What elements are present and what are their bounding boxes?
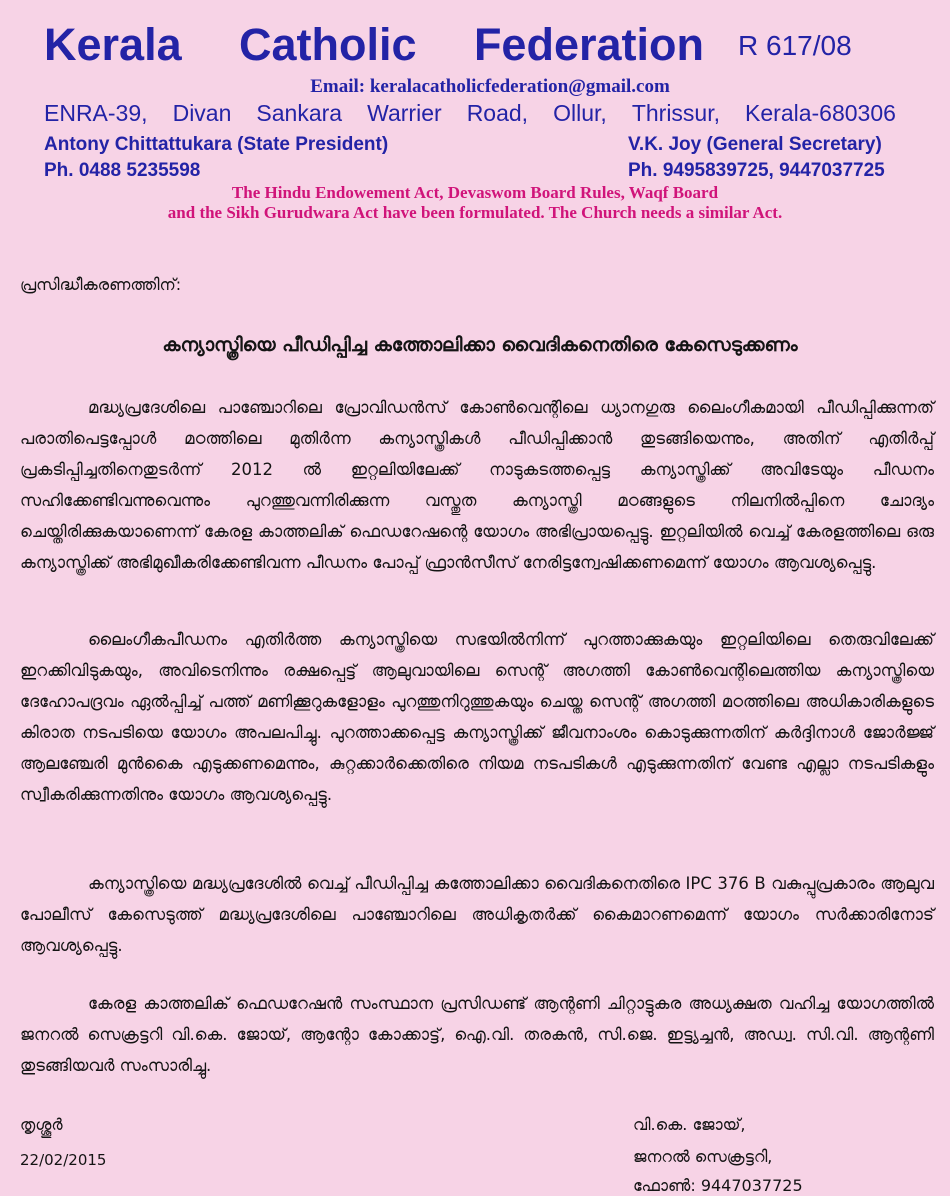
body-paragraph: ലൈംഗീകപീഡനം എതിർത്ത കന്യാസ്ത്രിയെ സഭയിൽനിന്ന് പുറത്താക്കുകയും ഇറ്റലിയിലെ തെരുവിലേക്ക് ഇറക്കിവിടുകയും, അവിടെനിന്നും രക്ഷപ്പെട്ട് ആലുവായിലെ സെന്റ് അഗത്തി കോൺവെന്റിലെത്തിയ കന്യാസ്ത്രിയെ ദേഹോപദ്രവം ഏൽപ്പിച്ച് പത്ത് മണിക്കൂറുകളോളം പുറത്തുനിറുത്തുകയും ചെയ്ത സെന്റ് അഗത്തി മഠത്തിലെ അധികാരികളുടെ കിരാത നടപടിയെ യോഗം അപലപിച്ചു. പുറത്താക്കപ്പെട്ട കന്യാസ്ത്രിക്ക് ജീവനാംശം കൊടുക്കുന്നതിന് കർദ്ദിനാൾ ജോർജ്ജ് ആലഞ്ചേരി മുൻകൈ എടുക്കണമെന്നും, കുറ്റക്കാർക്കെതിരെ നിയമ നടപടികൾ എടുക്കുന്നതിന് വേണ്ട എല്ലാ നടപടികളും സ്വീകരിക്കുന്നതിനും യോഗം ആവശ്യപ്പെട്ടു. xyxy=(20,630,934,804)
signatory-title: ജനറൽ സെക്രട്ടറി, xyxy=(633,1147,773,1166)
body-paragraph: കേരള കാത്തലിക് ഫെഡറേഷൻ സംസ്ഥാന പ്രസിഡണ്ട് ആന്റണി ചിറ്റാട്ടുകര അധ്യക്ഷത വഹിച്ച യോഗത്തിൽ ജനറൽ സെക്രട്ടറി വി.കെ. ജോയ്, ആന്റോ കോക്കാട്ട്, ഐ.വി. തരകൻ, സി.ജെ. ഇട്ട്യച്ചൻ, അഡ്വ. സി.വി. ആന്റണി തുടങ്ങിയവർ സംസാരിച്ചു. xyxy=(20,994,934,1075)
president-name: Antony Chittattukara (State President) xyxy=(44,134,389,155)
registration-number: R 617/08 xyxy=(738,30,852,61)
secretary-name: V.K. Joy (General Secretary) xyxy=(628,134,882,155)
address-word: Thrissur, xyxy=(631,100,720,126)
letter-heading: കന്യാസ്ത്രിയെ പീഡിപ്പിച്ച കത്തോലിക്കാ വൈദികനെതിരെ കേസെടുക്കണം xyxy=(162,334,798,356)
president-phone: Ph. 0488 5235598 xyxy=(44,160,201,181)
address-word: Warrier xyxy=(367,100,442,126)
org-word: Federation xyxy=(473,19,704,70)
motto-line-2: and the Sikh Gurudwara Act have been formulated. The Church needs a similar Act. xyxy=(167,203,783,222)
address-word: Road, xyxy=(466,100,529,126)
address-line xyxy=(44,98,896,128)
date: 22/02/2015 xyxy=(20,1151,107,1169)
org-word: Kerala xyxy=(44,19,182,70)
signatory-name: വി.കെ. ജോയ്, xyxy=(633,1115,746,1134)
organization-name xyxy=(44,18,704,72)
for-publication-label: പ്രസിദ്ധീകരണത്തിന്: xyxy=(20,275,182,294)
address-word: Ollur, xyxy=(553,100,607,126)
address-word: Kerala-680306 xyxy=(745,100,896,126)
body-paragraph: മദ്ധ്യപ്രദേശിലെ പാഞ്ചോറിലെ പ്രോവിഡൻസ് കോൺവെന്റിലെ ധ്യാനഗുരു ലൈംഗീകമായി പീഡിപ്പിക്കുന്നത് പരാതിപെട്ടപ്പോൾ മഠത്തിലെ മുതിർന്ന കന്യാസ്ത്രികൾ പീഡിപ്പിക്കാൻ തുടങ്ങിയെന്നും, അതിന് എതിർപ്പ് പ്രകടിപ്പിച്ചതിനെതുടർന്ന് 2012 ൽ ഇറ്റലിയിലേക്ക് നാടുകടത്തപ്പെട്ട കന്യാസ്ത്രിക്ക് അവിടേയും പീഡനം സഹിക്കേണ്ടിവന്നുവെന്നും പുറത്തുവന്നിരിക്കുന്ന വസ്തുത കന്യാസ്ത്രി മഠങ്ങളുടെ നിലനിൽപ്പിനെ ചോദ്യം ചെയ്തിരിക്കുകയാണെന്ന് കേരള കാത്തലിക് ഫെഡറേഷന്റെ യോഗം അഭിപ്രായപ്പെട്ടു. ഇറ്റലിയിൽ വെച്ച് കേരളത്തിലെ ഒരു കന്യാസ്ത്രിക്ക് അഭിമുഖീകരിക്കേണ്ടിവന്ന പീഡനം പോപ്പ് ഫ്രാൻസീസ് നേരിട്ടന്വേഷിക്കണമെന്ന് യോഗം ആവശ്യപ്പെട്ടു. xyxy=(20,398,934,572)
address-word: Divan xyxy=(172,100,232,126)
body-paragraph: കന്യാസ്ത്രിയെ മദ്ധ്യപ്രദേശിൽ വെച്ച് പീഡിപ്പിച്ച കത്തോലിക്കാ വൈദികനെതിരെ IPC 376 B വകുപ്പുപ്രകാരം ആലുവ പോലീസ് കേസെടുത്ത് മദ്ധ്യപ്രദേശിലെ പാഞ്ചോറിലെ അധികൃതർക്ക് കൈമാറണമെന്ന് യോഗം സർക്കാരിനോട് ആവശ്യപ്പെട്ടു. xyxy=(20,874,934,955)
place: തൃശ്ശൂർ xyxy=(20,1115,63,1134)
address-word: ENRA-39, xyxy=(44,100,148,126)
org-word: Catholic xyxy=(239,19,417,70)
signatory-phone: ഫോൺ: 9447037725 xyxy=(633,1176,803,1195)
email-line: Email: keralacatholicfederation@gmail.com xyxy=(310,76,670,97)
secretary-phone: Ph. 9495839725, 9447037725 xyxy=(628,160,885,181)
address-word: Sankara xyxy=(256,100,343,126)
motto-line-1: The Hindu Endowement Act, Devaswom Board Rules, Waqf Board xyxy=(231,183,719,202)
